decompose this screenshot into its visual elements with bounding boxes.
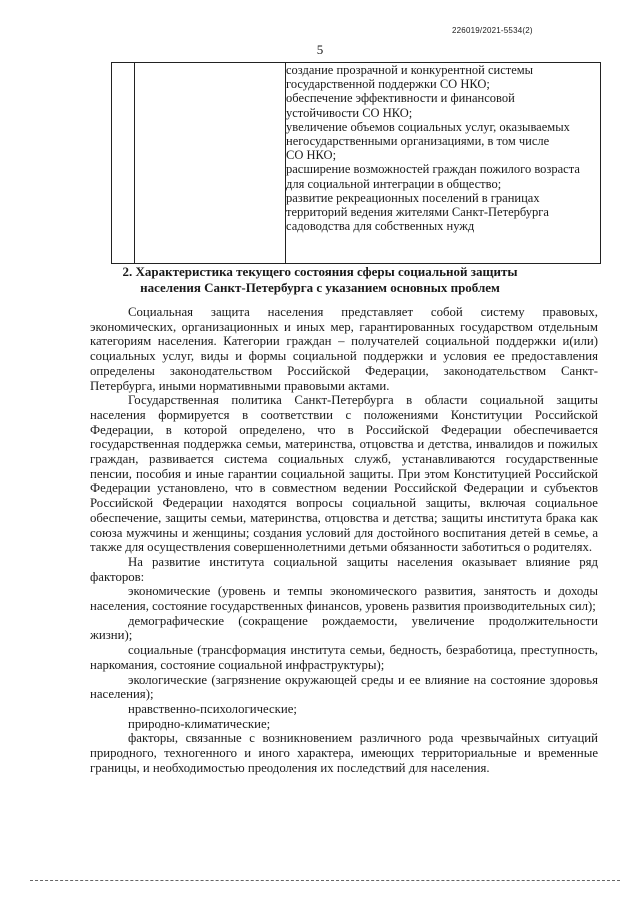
continuation-table	[111, 62, 601, 264]
table-line: негосударственными организациями, в том числе	[286, 134, 550, 149]
table-cell-empty-2	[135, 63, 286, 264]
table-cell-goals	[286, 63, 601, 264]
paragraph: факторы, связанные с возникновением различного рода чрезвычайных ситуаций природного, техногенного и иного характера, имеющих территориальные и временные границы, и необходимостью преодоления их последствий для населения.	[90, 731, 598, 775]
section-heading-line: 2. Характеристика текущего состояния сферы социальной защиты	[122, 264, 518, 279]
paragraph: Государственная политика Санкт-Петербурга в области социальной защиты населения формируется в соответствии с положениями Конституции Российской Федерации, в которой определено, что в Российской Федерации обеспечивается государственная поддержка семьи, материнства, отцовства и детства, инвалидов и пожилых граждан, развивается система социальных служб, устанавливаются государственные пенсии, пособия и иные гарантии социальной защиты. При этом Конституцией Российской Федерации установлено, что в совместном ведении Российской Федерации и субъектов Российской Федерации находятся вопросы социальной защиты, включая социальное обеспечение, защиты семьи, материнства, отцовства и детства; защиты института брака как союза мужчины и женщины; создания условий для достойного воспитания детей в семье, а также для осуществления совершеннолетними детьми обязанности заботиться о родителях.	[90, 393, 598, 555]
paragraph: демографические (сокращение рождаемости, увеличение продолжительности жизни);	[90, 613, 598, 643]
paragraph: природно-климатические;	[128, 716, 271, 731]
table-row	[112, 63, 601, 264]
table-line: для социальной интеграции в общество;	[286, 176, 502, 191]
body-text	[90, 305, 598, 776]
section-heading	[0, 264, 640, 296]
table-line: расширение возможностей граждан пожилого возраста	[286, 162, 580, 177]
table-line: развитие рекреационных поселений в границах	[286, 190, 540, 205]
table-line: садоводства для собственных нужд	[286, 219, 475, 234]
paragraph: экологические (загрязнение окружающей среды и ее влияние на состояние здоровья населения);	[90, 672, 598, 702]
table-line: создание прозрачной и конкурентной системы	[286, 63, 534, 77]
paragraph: нравственно-психологические;	[128, 701, 297, 716]
table-cell-empty-1	[112, 63, 135, 264]
table-line: обеспечение эффективности и финансовой	[286, 91, 515, 106]
document-id: 226019/2021-5534(2)	[452, 26, 533, 35]
paragraph: Социальная защита населения представляет собой систему правовых, экономических, организационных и иных мер, гарантированных государством отдельным категориям населения. Категории граждан – получателей социальной поддержки и(или) социальных услуг, виды и формы социальной поддержки и условия ее предоставления определены законодательством Российской Федерации, законодательством Санкт-Петербурга, иными нормативными правовыми актами.	[90, 305, 598, 393]
paragraph: социальные (трансформация института семьи, бедность, безработица, преступность, наркомания, состояние социальной инфраструктуры);	[90, 643, 598, 672]
paragraph: На развитие института социальной защиты населения оказывает влияние ряд факторов:	[90, 554, 598, 584]
paragraph: экономические (уровень и темпы экономического развития, занятость и доходы населения, состояние государственных финансов, уровень развития производительных сил);	[90, 584, 598, 614]
table-line: территорий ведения жителями Санкт-Петербурга	[286, 205, 549, 220]
table-line: СО НКО;	[286, 148, 337, 163]
table-line: устойчивости СО НКО;	[286, 105, 413, 120]
section-heading-line: населения Санкт-Петербурга с указанием основных проблем	[140, 280, 500, 295]
table-line: увеличение объемов социальных услуг, оказываемых	[286, 119, 570, 134]
bottom-divider	[30, 880, 620, 881]
table-line: государственной поддержки СО НКО;	[286, 77, 490, 92]
page-number: 5	[316, 42, 324, 57]
